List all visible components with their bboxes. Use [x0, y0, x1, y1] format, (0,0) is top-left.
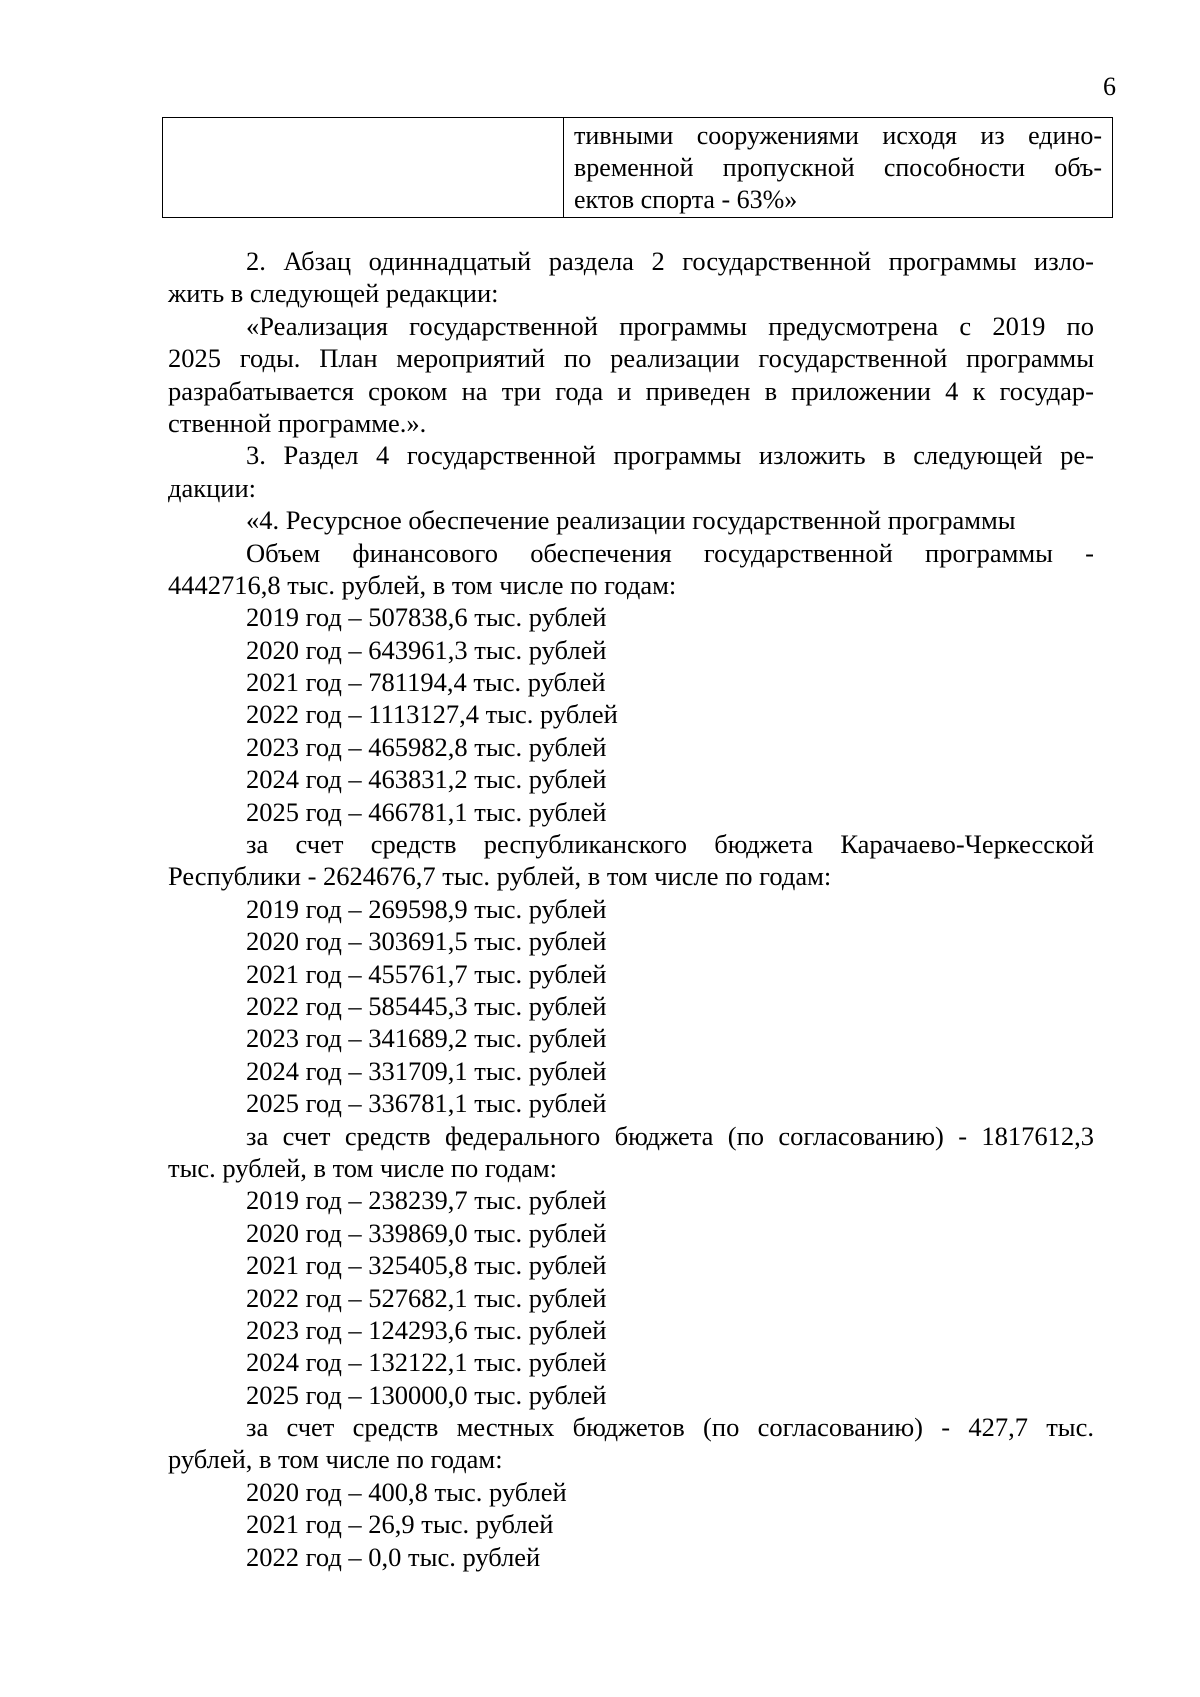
paragraph-line: за счет средств местных бюджетов (по согласованию) - 427,7 тыс. [246, 1412, 1094, 1443]
year-line: 2024 год – 331709,1 тыс. рублей [246, 1055, 607, 1086]
paragraph-line: разрабатывается сроком на три года и приведен в приложении 4 к государ- [168, 375, 1094, 406]
document-body [168, 245, 1094, 1573]
section-4-heading: «4. Ресурсное обеспечение реализации государственной программы [246, 505, 1016, 536]
total-funding-paragraph [168, 537, 1094, 602]
year-line: 2023 год – 465982,8 тыс. рублей [246, 731, 607, 762]
paragraph-line: 3. Раздел 4 государственной программы изложить в следующей ре- [246, 440, 1094, 471]
year-line: 2023 год – 124293,6 тыс. рублей [246, 1314, 607, 1345]
year-line: 2020 год – 643961,3 тыс. рублей [246, 634, 607, 665]
year-line: 2025 год – 130000,0 тыс. рублей [246, 1379, 607, 1410]
table-cell-empty [163, 118, 564, 217]
year-line: 2024 год – 132122,1 тыс. рублей [246, 1347, 607, 1378]
year-line: 2021 год – 26,9 тыс. рублей [246, 1509, 554, 1540]
republic-years-list [168, 893, 1094, 1120]
table-line: временной пропускной способности объ- [574, 153, 1102, 182]
paragraph-line: 4442716,8 тыс. рублей, в том числе по годам: [168, 569, 677, 600]
paragraph-line: 2025 годы. План мероприятий по реализации государственной программы [168, 343, 1094, 374]
table-line: ектов спорта - 63%» [574, 185, 798, 214]
table-cell-text [564, 118, 1112, 217]
paragraph-line: за счет средств республиканского бюджета Карачаево-Черкесской [246, 829, 1094, 860]
paragraph-line: «Реализация государственной программы предусмотрена с 2019 по [246, 310, 1094, 341]
year-line: 2021 год – 325405,8 тыс. рублей [246, 1250, 607, 1281]
paragraph-line: тыс. рублей, в том числе по годам: [168, 1152, 557, 1183]
paragraph-line: ственной программе.». [168, 407, 427, 438]
year-line: 2020 год – 339869,0 тыс. рублей [246, 1217, 607, 1248]
item-2-paragraph [168, 245, 1094, 310]
paragraph-line: рублей, в том числе по годам: [168, 1444, 503, 1475]
paragraph-line: дакции: [168, 472, 257, 503]
year-line: 2024 год – 463831,2 тыс. рублей [246, 764, 607, 795]
continued-table [162, 117, 1113, 218]
federal-budget-paragraph [168, 1120, 1094, 1185]
table-line: тивными сооружениями исходя из едино- [574, 121, 1102, 150]
quote-2-paragraph [168, 310, 1094, 440]
year-line: 2025 год – 336781,1 тыс. рублей [246, 1088, 607, 1119]
year-line: 2020 год – 400,8 тыс. рублей [246, 1476, 567, 1507]
paragraph-line: Объем финансового обеспечения государственной программы - [246, 537, 1094, 568]
page-number: 6 [1103, 72, 1116, 101]
year-line: 2022 год – 0,0 тыс. рублей [246, 1541, 541, 1572]
paragraph-line: жить в следующей редакции: [168, 278, 499, 309]
republic-budget-paragraph [168, 828, 1094, 893]
year-line: 2022 год – 527682,1 тыс. рублей [246, 1282, 607, 1313]
paragraph-line: 2. Абзац одиннадцатый раздела 2 государственной программы изло- [246, 246, 1094, 276]
total-years-list [168, 601, 1094, 828]
year-line: 2020 год – 303691,5 тыс. рублей [246, 926, 607, 957]
year-line: 2019 год – 507838,6 тыс. рублей [246, 602, 607, 633]
paragraph-line: за счет средств федерального бюджета (по согласованию) - 1817612,3 [246, 1120, 1094, 1151]
item-3-paragraph [168, 439, 1094, 504]
year-line: 2019 год – 269598,9 тыс. рублей [246, 893, 607, 924]
year-line: 2022 год – 585445,3 тыс. рублей [246, 990, 607, 1021]
federal-years-list [168, 1184, 1094, 1411]
year-line: 2019 год – 238239,7 тыс. рублей [246, 1185, 607, 1216]
year-line: 2023 год – 341689,2 тыс. рублей [246, 1023, 607, 1054]
local-budget-paragraph [168, 1411, 1094, 1476]
year-line: 2025 год – 466781,1 тыс. рублей [246, 796, 607, 827]
local-years-list [168, 1476, 1094, 1573]
year-line: 2021 год – 781194,4 тыс. рублей [246, 667, 606, 698]
year-line: 2021 год – 455761,7 тыс. рублей [246, 958, 607, 989]
paragraph-line: Республики - 2624676,7 тыс. рублей, в том числе по годам: [168, 861, 832, 892]
year-line: 2022 год – 1113127,4 тыс. рублей [246, 699, 618, 730]
